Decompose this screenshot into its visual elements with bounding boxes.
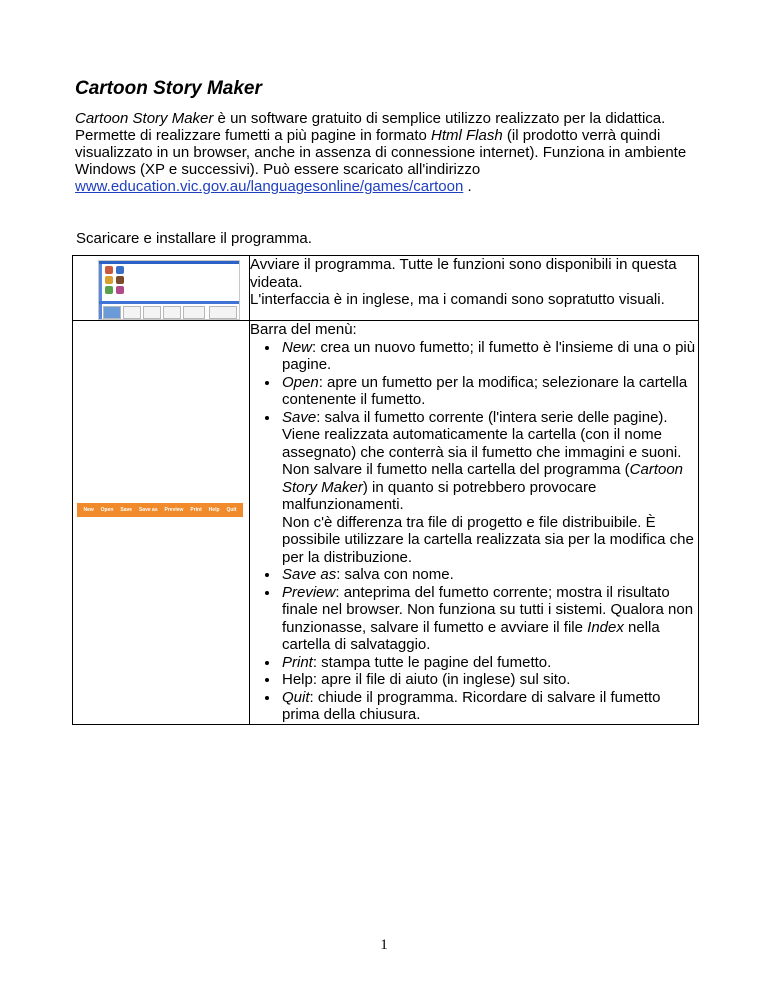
desc-save-3: Non c'è differenza tra file di progetto e file distribuibile. È possibile utilizzare la cartella realizzata sia per la modifica che per la distribuzione. xyxy=(282,513,694,566)
thumb-title-bar xyxy=(99,261,239,264)
thumb-panel xyxy=(143,306,161,319)
thumb-menu-bar xyxy=(99,301,239,304)
menubar-new: New xyxy=(83,507,94,513)
desc-preview-2: nella cartella di salvataggio. xyxy=(282,618,660,653)
step-row-start xyxy=(73,256,699,321)
thumb-panel xyxy=(123,306,141,319)
desc-preview: : anteprima del fumetto corrente; mostra il risultato finale nel browser. Non funziona su tutti i sistemi. Qualora non funzionasse, salvare il fumetto e avviare il file xyxy=(282,583,694,636)
step-start-text xyxy=(250,256,699,321)
list-item xyxy=(280,654,698,672)
list-item xyxy=(280,409,698,567)
download-step: Scaricare e installare il programma. xyxy=(76,230,312,247)
term-save: Save xyxy=(282,408,317,426)
menu-heading: Barra del menù: xyxy=(250,321,357,338)
step-menu-text xyxy=(250,321,699,725)
thumb-panel xyxy=(183,306,205,319)
character-icon xyxy=(105,286,113,294)
page-title: Cartoon Story Maker xyxy=(75,78,262,99)
list-item xyxy=(280,339,698,374)
menubar-print: Print xyxy=(190,507,202,513)
app-name: Cartoon Story Maker xyxy=(75,110,214,127)
character-icon xyxy=(116,266,124,274)
menubar-quit: Quit xyxy=(226,507,237,513)
term-print: Print xyxy=(282,653,313,671)
menubar-save-as: Save as xyxy=(138,507,158,513)
steps-table xyxy=(72,255,699,725)
menubar-save: Save xyxy=(120,507,133,513)
thumb-panel xyxy=(163,306,181,319)
term-save-as: Save as xyxy=(282,566,337,583)
character-icon xyxy=(116,286,124,294)
start-line-1: Avviare il programma. Tutte le funzioni sono disponibili in questa videata. xyxy=(250,256,677,291)
html-flash-term: Html Flash xyxy=(431,127,503,144)
character-icon xyxy=(105,266,113,274)
thumb-sidebar xyxy=(99,264,102,319)
menubar-open: Open xyxy=(100,507,114,513)
desc-save: : salva il fumetto corrente (l'intera serie delle pagine). Viene realizzata automaticamente la cartella (con il nome assegnato) che conterrà sia il fumetto che immagini e suoni. Non salvare il fumetto nella cartella del programma ( xyxy=(282,408,682,478)
desc-open: : apre un fumetto per la modifica; selezionare la cartella contenente il fumetto. xyxy=(282,373,688,408)
desc-quit: : chiude il programma. Ricordare di salvare il fumetto prima della chiusura. xyxy=(282,688,661,723)
menubar-cell xyxy=(73,321,250,725)
character-icon xyxy=(105,276,113,284)
intro-text-1: è un software gratuito di semplice utilizzo realizzato per la didattica. Permette di realizzare fumetti a più pagine in formato xyxy=(75,110,666,144)
list-item xyxy=(280,689,698,724)
menubar-help: Help xyxy=(208,507,220,513)
term-quit: Quit xyxy=(282,688,310,706)
screenshot-cell xyxy=(73,256,250,321)
menubar-preview: Preview xyxy=(164,507,184,513)
intro-text-2: (il prodotto verrà quindi visualizzato in un browser, anche in assenza di connessione internet). Funziona in ambiente Windows (XP e successivi). Può essere scaricato all'indirizzo xyxy=(75,127,687,178)
intro-text-3: . xyxy=(463,178,472,195)
menu-description-list xyxy=(250,339,698,724)
desc-help: Help: apre il file di aiuto (in inglese) sul sito. xyxy=(282,671,571,688)
term-new: New xyxy=(282,338,313,356)
program-screenshot-thumbnail xyxy=(98,260,240,320)
desc-new: : crea un nuovo fumetto; il fumetto è l'insieme di una o più pagine. xyxy=(282,338,696,373)
list-item xyxy=(280,374,698,409)
list-item xyxy=(280,566,698,584)
menubar-image xyxy=(77,503,243,517)
desc-save-2: ) in quanto si potrebbero provocare malfunzionamenti. xyxy=(282,478,597,513)
character-icon xyxy=(116,276,124,284)
page-number: 1 xyxy=(380,937,388,953)
term-cartoon-story-maker: Cartoon Story Maker xyxy=(282,461,684,496)
term-open: Open xyxy=(282,373,319,391)
term-preview: Preview xyxy=(282,583,336,601)
thumb-panel xyxy=(209,306,237,319)
term-index: Index xyxy=(587,618,624,636)
desc-save-as: : salva con nome. xyxy=(336,566,454,583)
intro-paragraph xyxy=(75,110,695,195)
start-line-2: L'interfaccia è in inglese, ma i comandi sono sopratutto visuali. xyxy=(250,291,665,308)
download-link[interactable]: www.education.vic.gov.au/languagesonline/games/cartoon xyxy=(75,178,464,195)
step-row-menu xyxy=(73,321,699,725)
desc-print: : stampa tutte le pagine del fumetto. xyxy=(312,653,552,671)
list-item xyxy=(280,671,698,689)
thumb-panel xyxy=(103,306,121,319)
list-item xyxy=(280,584,698,654)
